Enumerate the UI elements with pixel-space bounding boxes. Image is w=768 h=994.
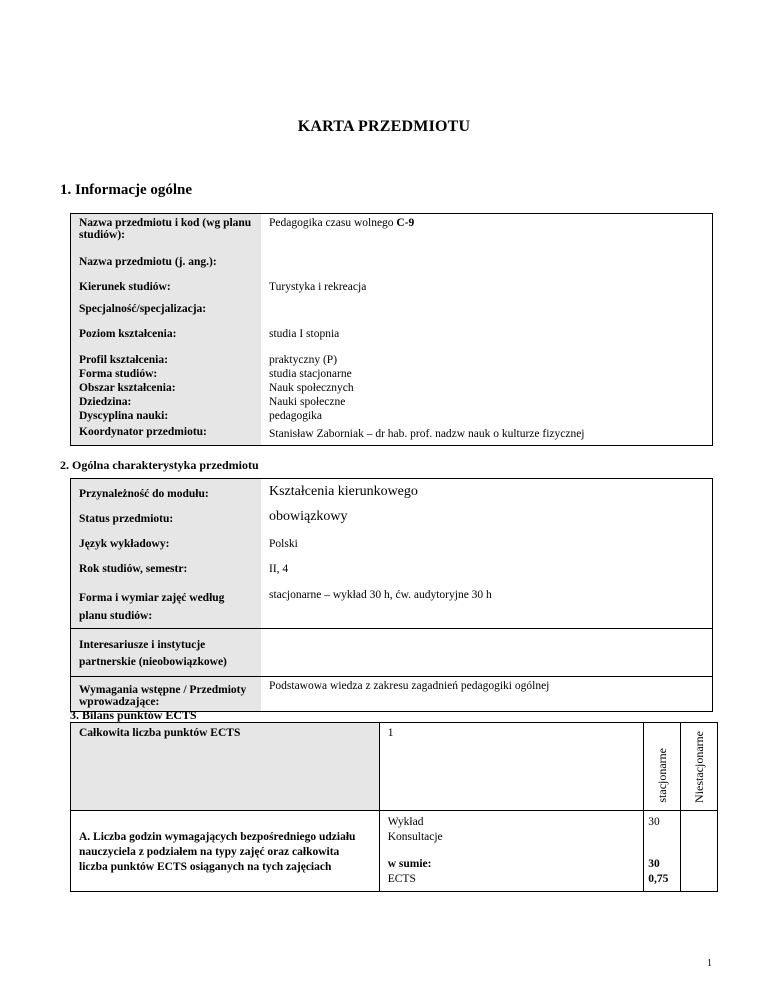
education-level-value: studia I stopnia [269,327,340,340]
field-of-study-label: Kierunek studiów: [71,273,262,301]
class-form-label: Forma i wymiar zajęć według planu studiów: [71,581,262,629]
language-value: Polski [269,537,298,550]
characteristics-table [70,478,713,712]
domain-value: Nauki społeczne [269,395,346,408]
status-label: Status przedmiotu: [71,505,262,531]
row-a-label: A. Liczba godzin wymagających bezpośredniego udziału nauczyciela z podziałem na typy zajęć oraz całkowita liczba punktów ECTS osiąganych na tych zajęciach [71,811,380,892]
section-1-heading: 1. Informacje ogólne [60,182,193,198]
specialization-value [261,301,713,320]
general-info-table [70,213,713,446]
ects-balance-table [70,722,718,892]
domain-label: Dziedzina: [71,394,262,408]
sum-label: w sumie: [387,858,432,870]
row-a-types [379,811,643,892]
prerequisites-value: Podstawowa wiedza z zakresu zagadnień pedagogiki ogólnej [261,676,713,711]
ects-points: 0,75 [648,873,669,885]
coordinator-value: Stanisław Zaborniak – dr hab. prof. nadzw nauk o kulturze fizycznej [269,427,585,440]
document-title: KARTA PRZEDMIOTU [297,118,471,135]
consultation-type: Konsultacje [387,831,443,843]
profile-value: praktyczny (P) [269,353,338,366]
status-value: obowiązkowy [269,508,348,524]
page-number: 1 [707,958,712,969]
education-level-label: Poziom kształcenia: [71,320,262,350]
stakeholders-value [261,628,713,676]
profile-label: Profil kształcenia: [71,350,262,366]
language-label: Język wykładowy: [71,531,262,555]
lecture-type: Wykład [387,816,424,828]
field-of-study-value: Turystyka i rekreacja [269,280,367,293]
section-2-heading: 2. Ogólna charakterystyka przedmiotu [60,458,259,472]
course-name-en-value [261,254,713,273]
course-name-en-label: Nazwa przedmiotu (j. ang.): [71,254,262,273]
row-a-stationary-values [644,811,681,892]
module-label: Przynależność do modułu: [71,479,262,505]
ects-total-value: 1 [379,723,643,811]
study-form-value: studia stacjonarne [269,367,352,380]
discipline-value: pedagogika [269,409,323,422]
discipline-label: Dyscyplina nauki: [71,408,262,422]
ects-label: ECTS [387,873,416,885]
row-a-nonstationary-values [681,811,718,892]
ects-total-label: Całkowita liczba punktów ECTS [71,723,380,811]
education-area-value: Nauk społecznych [269,381,354,394]
module-value: Kształcenia kierunkowego [269,484,418,499]
year-semester-value: II, 4 [269,562,289,575]
section-3-heading: 3. Bilans punktów ECTS [70,708,197,722]
course-name-value: Pedagogika czasu wolnego C-9 [269,217,415,229]
lecture-hours: 30 [648,816,660,828]
nonstationary-header [681,723,718,811]
stakeholders-label: Interesariusze i instytucje partnerskie (nieobowiązkowe) [71,628,262,676]
nonstationary-header-text: Niestacjonarne [691,731,706,803]
year-semester-label: Rok studiów, semestr: [71,555,262,581]
study-form-label: Forma studiów: [71,366,262,380]
stationary-header [644,723,681,811]
course-name-label: Nazwa przedmiotu i kod (wg planu studiów): [71,214,262,254]
class-form-value: stacjonarne – wykład 30 h, ćw. audytoryjne 30 h [269,588,492,601]
coordinator-label: Koordynator przedmiotu: [71,422,262,446]
prerequisites-label: Wymagania wstępne / Przedmioty wprowadzające: [71,676,262,711]
sum-hours: 30 [648,858,660,870]
education-area-label: Obszar kształcenia: [71,380,262,394]
stationary-header-text: stacjonarne [654,748,669,803]
specialization-label: Specjalność/specjalizacja: [71,301,262,320]
